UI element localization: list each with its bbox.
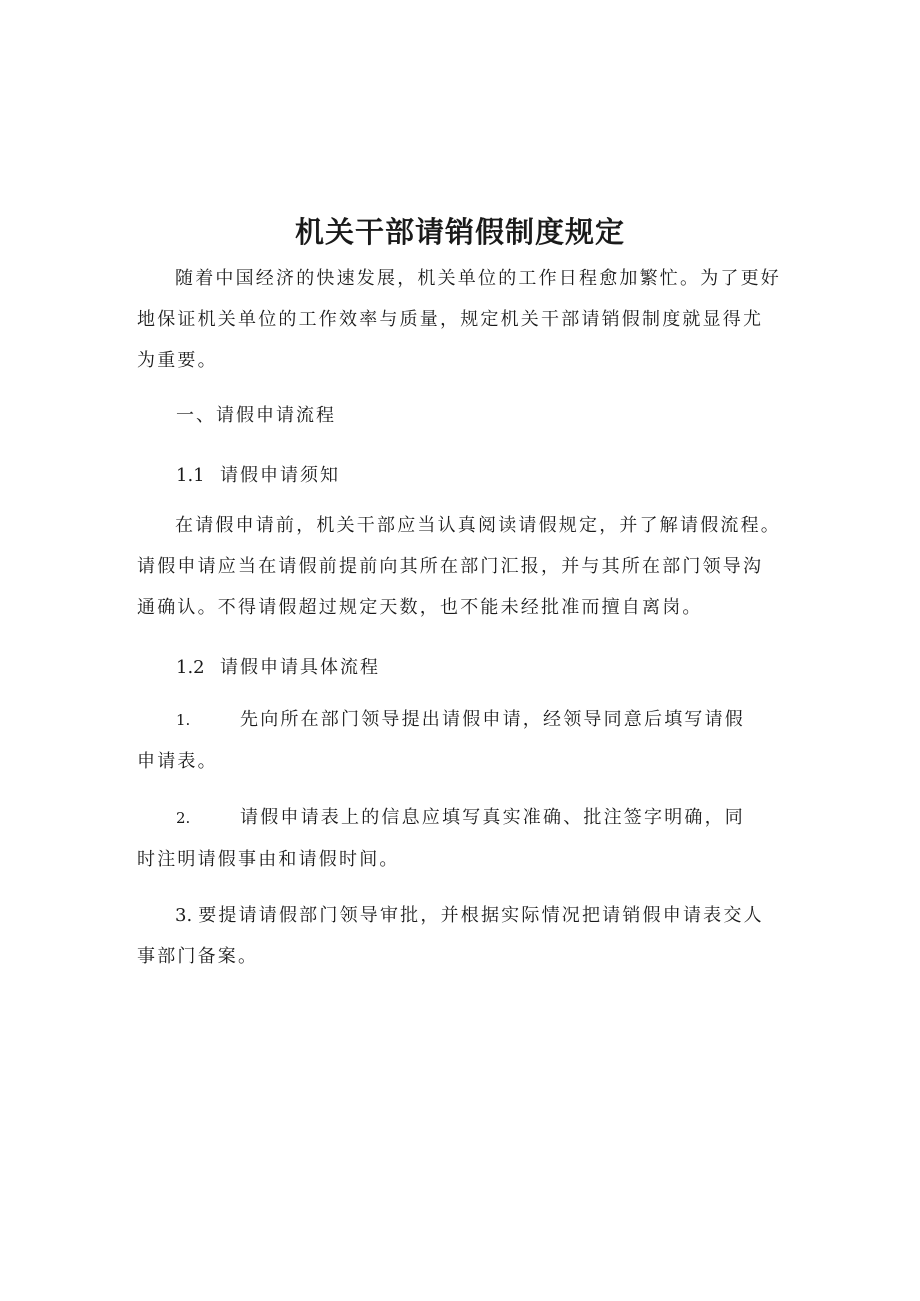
list-item (137, 797, 783, 880)
subsection-heading-1-1 (176, 455, 340, 496)
section-heading-1 (176, 395, 336, 436)
list-item (137, 895, 783, 977)
list-item-number: 3. (175, 905, 193, 926)
subsection-1-1-body: 在请假申请前，机关干部应当认真阅读请假规定，并了解请假流程。请假申请应当在请假前提前向其所在部门汇报，并与其所在部门领导沟通确认。不得请假超过规定天数，也不能未经批准而擅自离岗。 (137, 515, 781, 618)
document-title: 机关干部请销假制度规定 (294, 215, 625, 249)
section-heading-1-text: 一、请假申请流程 (176, 405, 336, 426)
subsection-number: 1.1 (176, 465, 205, 486)
list-item-line (137, 797, 783, 839)
subsection-number: 1.2 (176, 657, 205, 678)
list-item-continuation: 时注明请假事由和请假时间。 (137, 849, 400, 870)
list-item-text: 先向所在部门领导提出请假申请，经领导同意后填写请假 (240, 709, 745, 730)
list-item-text: 请假申请表上的信息应填写真实准确、批注签字明确，同 (240, 807, 745, 828)
list-item-number: 1. (176, 711, 191, 729)
intro-paragraph: 随着中国经济的快速发展，机关单位的工作日程愈加繁忙。为了更好地保证机关单位的工作效率与质量，规定机关干部请销假制度就显得尤为重要。 (137, 268, 781, 371)
list-item-number: 2. (176, 809, 191, 827)
subsection-heading-text: 请假申请须知 (220, 465, 340, 486)
list-item (137, 699, 783, 782)
subsection-heading-text: 请假申请具体流程 (220, 657, 380, 678)
list-item-line (137, 699, 783, 741)
subsection-heading-1-2 (176, 647, 380, 688)
list-item-text: 要提请请假部门领导审批，并根据实际情况把请销假申请表交人事部门备案。 (137, 905, 764, 967)
list-item-continuation: 申请表。 (137, 751, 218, 772)
